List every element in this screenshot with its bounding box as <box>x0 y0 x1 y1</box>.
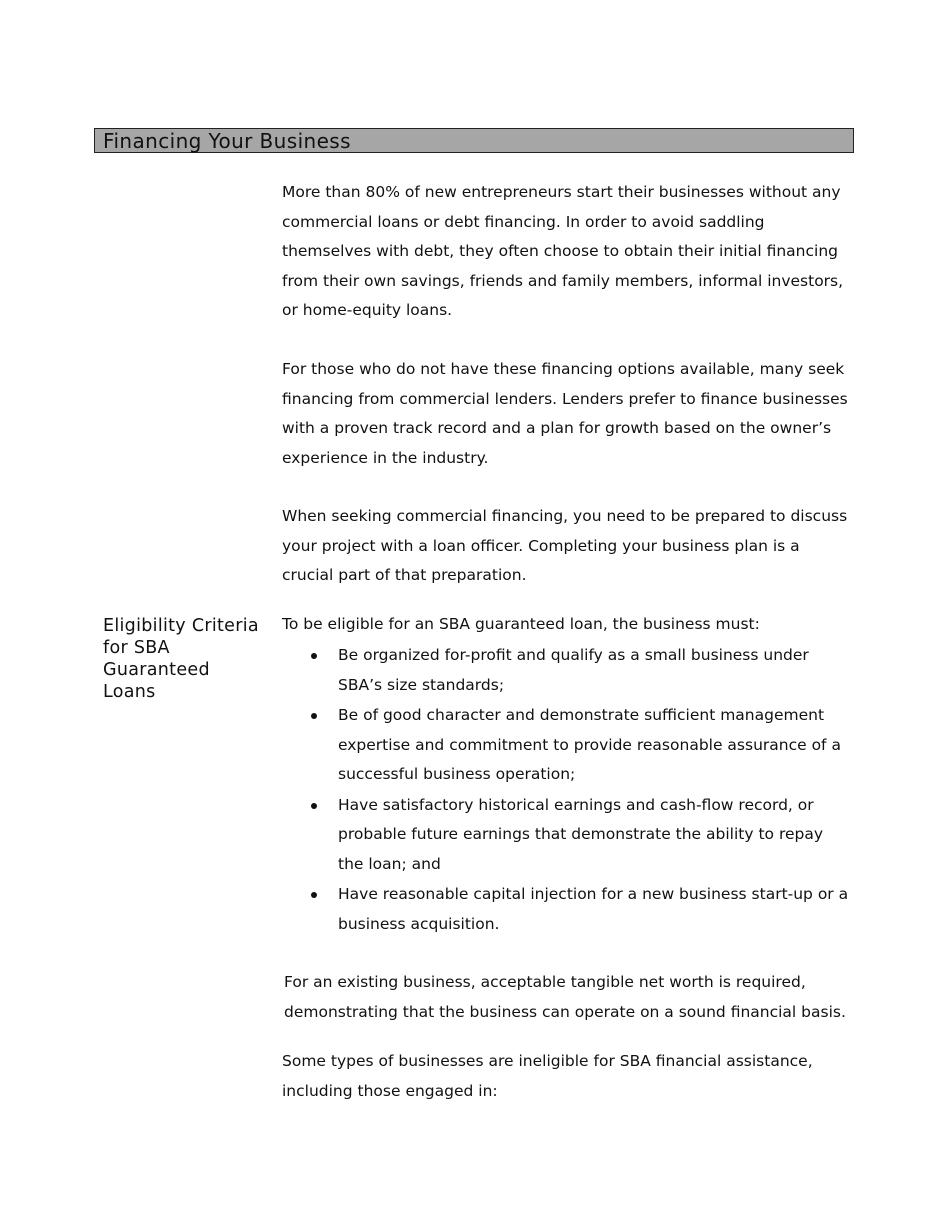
intro-paragraph-3 <box>282 502 850 591</box>
section-title-bar <box>94 128 854 153</box>
bullet-icon <box>311 653 317 659</box>
list-item <box>282 701 850 790</box>
paragraph-text: For an existing business, acceptable tangible net worth is required, demonstrating that the business can operate on a sound financial basis. <box>284 973 846 1021</box>
list-item-text: Be of good character and demonstrate sufficient management expertise and commitment to provide reasonable assurance of a successful business operation; <box>338 706 841 783</box>
paragraph-text: To be eligible for an SBA guaranteed loan, the business must: <box>282 615 760 633</box>
eligibility-bullet-list <box>282 641 850 940</box>
paragraph-text: Some types of businesses are ineligible for SBA financial assistance, including those engaged in: <box>282 1052 813 1100</box>
bullet-icon <box>311 892 317 898</box>
paragraph-text: More than 80% of new entrepreneurs start their businesses without any commercial loans or debt financing. In order to avoid saddling themselves with debt, they often choose to obtain their initial financing from their own savings, friends and family members, informal investors, or home-equity loans. <box>282 183 844 319</box>
eligibility-lead <box>282 610 850 640</box>
existing-business-paragraph <box>284 968 852 1027</box>
list-item <box>282 641 850 700</box>
list-item-text: Have satisfactory historical earnings and cash-flow record, or probable future earnings that demonstrate the ability to repay the loan; and <box>338 795 824 873</box>
eligibility-heading: Eligibility Criteria for SBA Guaranteed Loans <box>103 616 259 702</box>
intro-paragraph-1 <box>282 178 850 326</box>
intro-paragraph-2 <box>282 355 850 473</box>
bullet-icon <box>311 713 317 719</box>
paragraph-text: When seeking commercial financing, you need to be prepared to discuss your project with a loan officer. Completing your business plan is a crucial part of that preparation. <box>282 507 848 584</box>
ineligible-paragraph <box>282 1047 850 1106</box>
list-item-text: Have reasonable capital injection for a new business start-up or a business acquisition. <box>338 885 849 933</box>
list-item <box>282 880 850 939</box>
bullet-icon <box>311 803 317 809</box>
page-title: Financing Your Business <box>103 129 351 153</box>
list-item-text: Be organized for-profit and qualify as a small business under SBA’s size standards; <box>338 646 809 694</box>
paragraph-text: For those who do not have these financing options available, many seek financing from commercial lenders. Lenders prefer to finance businesses with a proven track record and a plan for growth based on the owner’s experience in the industry. <box>282 360 848 467</box>
list-item <box>282 791 850 880</box>
